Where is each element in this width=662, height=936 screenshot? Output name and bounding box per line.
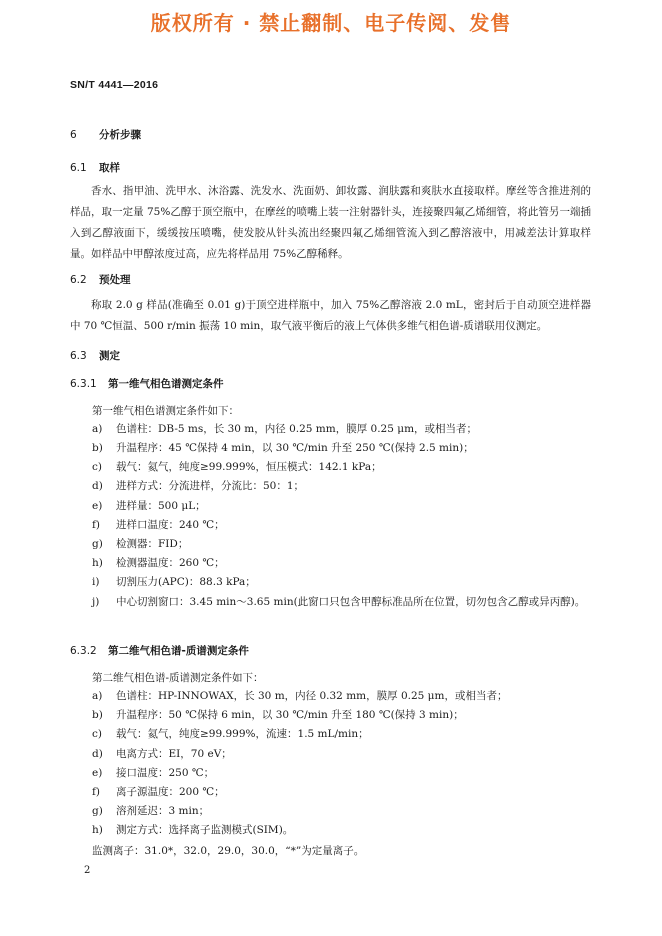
- list-label: c): [92, 461, 102, 473]
- list-text: 进样方式：分流进样，分流比：50：1；: [116, 480, 305, 492]
- list-label: b): [92, 709, 103, 721]
- section-number: 6.3.1: [70, 378, 97, 390]
- list-text: 载气：氦气，纯度≥99.999%，恒压模式：142.1 kPa；: [116, 461, 382, 473]
- section-title: 第一维气相色谱测定条件: [108, 378, 224, 390]
- list-item: [92, 477, 592, 496]
- section-title: 预处理: [99, 274, 131, 286]
- list-label: g): [92, 805, 103, 817]
- list-text: 切割压力(APC)：88.3 kPa；: [116, 576, 256, 588]
- section-6-heading: [70, 127, 141, 142]
- list-label: a): [92, 423, 103, 435]
- list-item: [92, 535, 592, 554]
- list-label: j): [92, 596, 100, 608]
- list-label: e): [92, 500, 103, 512]
- list-text: 接口温度：250 ℃；: [116, 767, 215, 779]
- list-item: [92, 821, 592, 840]
- section-number: 6.3: [70, 350, 87, 362]
- list-item: [92, 458, 592, 477]
- page-number: 2: [84, 865, 91, 876]
- section-title: 取样: [99, 162, 120, 174]
- list-text: 进样量：500 μL；: [116, 500, 206, 512]
- list-text: 溶剂延迟：3 min；: [116, 805, 210, 817]
- pretreatment-paragraph: 称取 2.0 g 样品(准确至 0.01 g)于顶空进样瓶中，加入 75%乙醇溶液 2.0 mL，密封后于自动顶空进样器中 70 ℃恒温、500 r/min 振荡 10 min，取气液平衡后的液上气体供多维气相色谱-质谱联用仪测定。: [70, 299, 591, 332]
- list-item: [92, 439, 592, 458]
- section-6-1-heading: [70, 160, 120, 175]
- list-text: 升温程序：45 ℃保持 4 min，以 30 ℃/min 升至 250 ℃(保持 2.5 min)；: [116, 442, 474, 454]
- list-text: 检测器：FID；: [116, 538, 189, 550]
- list-item: [92, 764, 592, 783]
- list-label: b): [92, 442, 103, 454]
- list-item: [92, 745, 592, 764]
- list-item: [92, 554, 592, 573]
- section-title: 分析步骤: [99, 129, 141, 141]
- watermark: 版权所有 · 禁止翻制、电子传阅、发售: [150, 11, 512, 35]
- gcms-conditions-intro: 第二维气相色谱-质谱测定条件如下：: [92, 672, 264, 684]
- list-label: d): [92, 480, 103, 492]
- list-text: 检测器温度：260 ℃；: [116, 557, 225, 569]
- list-label: h): [92, 557, 103, 569]
- list-item: [92, 706, 592, 725]
- list-item: [92, 725, 592, 744]
- list-label: i): [92, 576, 100, 588]
- list-text: 进样口温度：240 ℃；: [116, 519, 225, 531]
- list-item: [92, 516, 592, 535]
- list-label: a): [92, 690, 103, 702]
- section-number: 6: [70, 129, 77, 141]
- list-text: 中心切割窗口：3.45 min～3.65 min(此窗口只包含甲醇标准品所在位置，切勿包含乙醇或异丙醇)。: [116, 596, 586, 608]
- section-number: 6.2: [70, 274, 87, 286]
- list-label: g): [92, 538, 103, 550]
- list-label: f): [92, 786, 100, 798]
- list-item: [92, 573, 592, 592]
- list-item: [92, 593, 592, 612]
- list-label: h): [92, 824, 103, 836]
- list-item: [92, 420, 592, 439]
- list-label: d): [92, 748, 103, 760]
- list-text: 离子源温度：200 ℃；: [116, 786, 225, 798]
- gc1-conditions-intro: 第一维气相色谱测定条件如下：: [92, 405, 239, 417]
- section-6-3-2-heading: [70, 643, 249, 658]
- section-title: 第二维气相色谱-质谱测定条件: [108, 645, 249, 657]
- sampling-paragraph: 香水、指甲油、洗甲水、沐浴露、洗发水、洗面奶、卸妆露、润肤露和爽肤水直接取样。摩丝等含推进剂的样品，取一定量 75%乙醇于顶空瓶中，在摩丝的喷嘴上装一注射器针头，连接聚四氟乙烯细管，将此管另一端插入到乙醇液面下，缓缓按压喷嘴，使发胶从针头流出经聚四氟乙烯细管流入到乙醇溶液中，用减差法计算取样量。如样品中甲醇浓度过高，应先将样品用 75%乙醇稀释。: [70, 185, 591, 260]
- list-item: [92, 802, 592, 821]
- section-number: 6.3.2: [70, 645, 97, 657]
- section-6-3-heading: [70, 348, 120, 363]
- list-label: f): [92, 519, 100, 531]
- section-title: 测定: [99, 350, 120, 362]
- list-text: 测定方式：选择离子监测模式(SIM)。: [116, 824, 294, 836]
- list-text: 电离方式：EI，70 eV；: [116, 748, 232, 760]
- monitor-ions: 监测离子：31.0*，32.0，29.0，30.0，“*”为定量离子。: [92, 845, 365, 857]
- list-text: 色谱柱：HP-INNOWAX，长 30 m，内径 0.32 mm，膜厚 0.25 μm，或相当者；: [116, 690, 508, 702]
- section-number: 6.1: [70, 162, 87, 174]
- list-label: e): [92, 767, 103, 779]
- standard-number: SN/T 4441—2016: [70, 79, 159, 91]
- list-text: 载气：氦气，纯度≥99.999%，流速：1.5 mL/min；: [116, 728, 369, 740]
- list-label: c): [92, 728, 102, 740]
- list-text: 升温程序：50 ℃保持 6 min，以 30 ℃/min 升至 180 ℃(保持 3 min)；: [116, 709, 464, 721]
- list-item: [92, 687, 592, 706]
- list-item: [92, 497, 592, 516]
- list-item: [92, 783, 592, 802]
- section-6-3-1-heading: [70, 376, 224, 391]
- list-text: 色谱柱：DB-5 ms，长 30 m，内径 0.25 mm，膜厚 0.25 μm，或相当者；: [116, 423, 478, 435]
- section-6-2-heading: [70, 272, 131, 287]
